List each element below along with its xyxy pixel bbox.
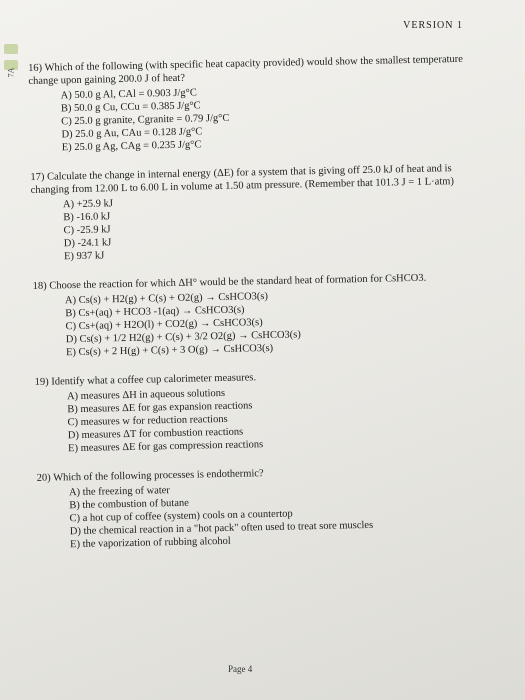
answer-choice: B) measures ΔE for gas expansion reactions	[67, 400, 253, 416]
answer-choice: E) 25.0 g Ag, CAg = 0.235 J/g°C	[61, 139, 202, 154]
question-16	[28, 52, 490, 155]
answer-choice: A) 50.0 g Al, CAl = 0.903 J/g°C	[60, 87, 197, 102]
question-20	[37, 462, 499, 552]
answer-choice: C) a hot cup of coffee (system) cools on a countertop	[69, 508, 293, 525]
answer-choice: A) Cs(s) + H2(g) + C(s) + O2(g) → CsHCO3(s)	[64, 291, 269, 307]
answer-choices	[31, 189, 492, 264]
version-label: VERSION 1	[403, 20, 463, 31]
answer-choice: D) 25.0 g Au, CAu = 0.128 J/g°C	[61, 126, 203, 141]
page-number: Page 4	[228, 664, 253, 674]
question-text: 19) Identify what a coffee cup calorimeter measures.	[34, 372, 257, 388]
answer-choice: B) the combustion of butane	[69, 497, 189, 512]
answer-choice: C) measures w for reduction reactions	[67, 413, 228, 429]
answer-choices	[37, 477, 498, 552]
question-18	[33, 270, 495, 360]
answer-choice: B) -16.0 kJ	[63, 211, 111, 224]
answer-choice: C) 25.0 g granite, Cgranite = 0.79 J/g°C	[61, 112, 230, 128]
answer-choices	[29, 80, 490, 155]
answer-choice: E) Cs(s) + 2 H(g) + C(s) + 3 O(g) → CsHCO3(s)	[65, 342, 274, 359]
answer-choice: D) measures ΔT for combustion reactions	[67, 426, 244, 442]
question-text: 20) Which of the following processes is endothermic?	[36, 468, 264, 484]
answer-choice: B) Cs+(aq) + HCO3 -1(aq) → CsHCO3(s)	[65, 304, 245, 320]
side-note: 7A	[6, 67, 16, 78]
question-text: 18) Choose the reaction for which ΔH° would be the standard heat of formation for CsHCO3.	[32, 272, 427, 292]
answer-choice: A) +25.9 kJ	[62, 198, 114, 211]
question-list	[28, 52, 498, 568]
answer-choice: A) the freezing of water	[68, 485, 170, 499]
answer-choice: C) Cs+(aq) + H2O(l) + CO2(g) → CsHCO3(s)	[65, 317, 263, 333]
answer-choices	[33, 285, 494, 360]
question-17	[30, 161, 492, 264]
answer-choice: D) the chemical reaction in a "hot pack" often used to treat sore muscles	[69, 519, 374, 538]
margin-mark	[4, 44, 18, 54]
answer-choice: D) Cs(s) + 1/2 H2(g) + C(s) + 3/2 O2(g) → CsHCO3(s)	[65, 329, 301, 346]
answer-choice: C) -25.9 kJ	[63, 224, 111, 237]
answer-choice: A) measures ΔH in aqueous solutions	[66, 387, 226, 403]
answer-choice: E) the vaporization of rubbing alcohol	[70, 535, 231, 551]
answer-choices	[35, 381, 496, 456]
question-text: 16) Which of the following (with specific heat capacity provided) would show the smallest temperature change upon gaining 200.0 J of heat?	[28, 53, 463, 87]
answer-choice: D) -24.1 kJ	[63, 237, 112, 250]
question-19	[35, 366, 497, 456]
answer-choice: E) measures ΔE for gas compression reactions	[67, 439, 264, 455]
question-text: 17) Calculate the change in internal energy (ΔE) for a system that is giving off 25.0 kJ of heat and is changing from 12.00 L to 6.00 L in volume at 1.50 atm pressure. (Remember that 101.3 J = 1 L·atm)	[30, 163, 455, 196]
answer-choice: E) 937 kJ	[63, 250, 105, 263]
answer-choice: B) 50.0 g Cu, CCu = 0.385 J/g°C	[60, 100, 201, 115]
